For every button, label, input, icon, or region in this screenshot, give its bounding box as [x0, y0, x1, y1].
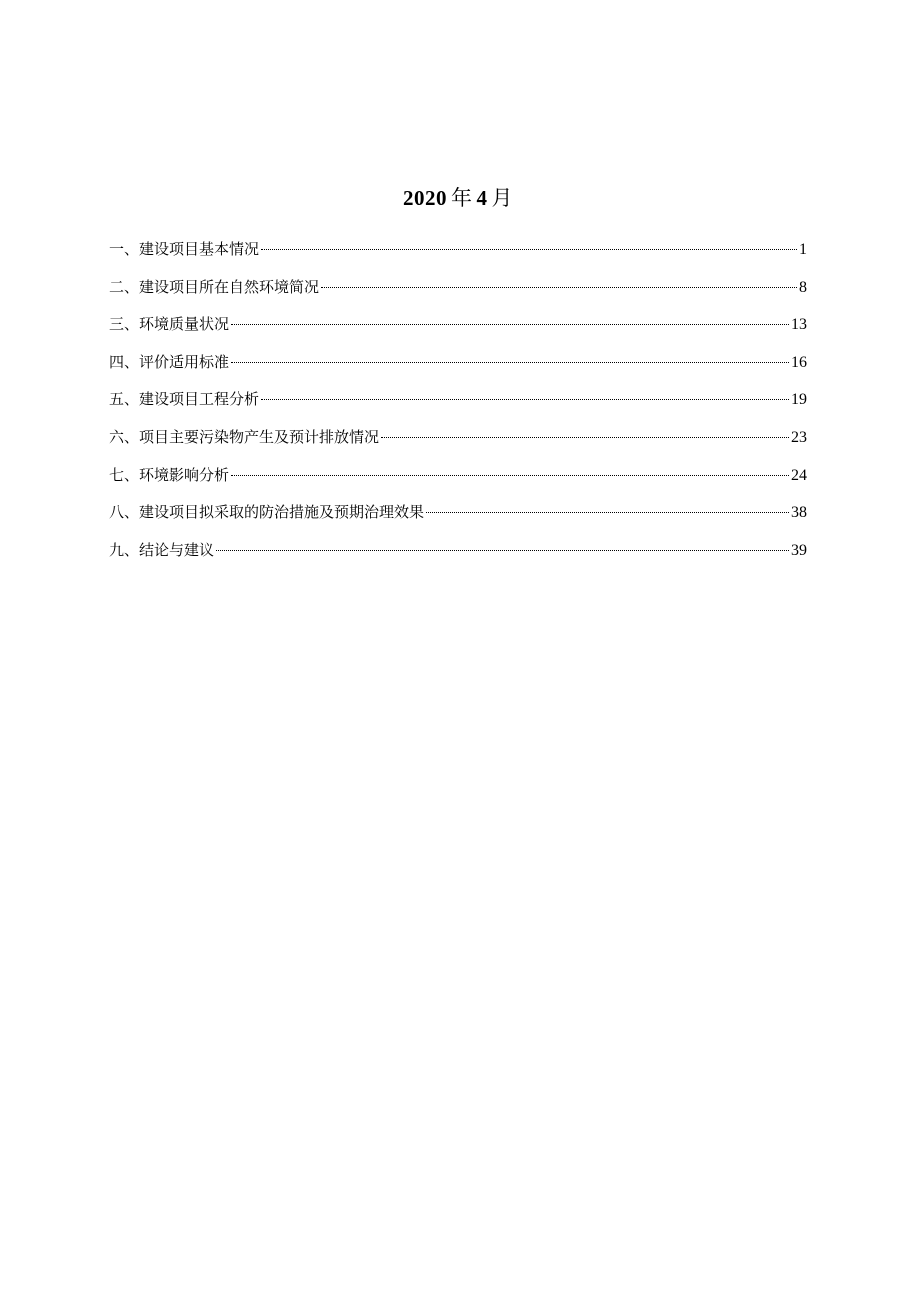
toc-entry-6[interactable] [109, 425, 807, 463]
toc-entry-page: 24 [791, 466, 807, 484]
toc-dot-leader [231, 475, 789, 476]
toc-entry-1[interactable] [109, 237, 807, 275]
toc-entry-7[interactable] [109, 463, 807, 501]
toc-entry-page: 13 [791, 316, 807, 334]
toc-entry-label: 二、建设项目所在自然环境简况 [109, 277, 320, 296]
toc-entry-page: 23 [791, 428, 807, 446]
toc-entry-page: 16 [791, 353, 807, 371]
date-title [0, 183, 920, 213]
toc-entry-2[interactable] [109, 275, 807, 313]
toc-entry-label: 七、环境影响分析 [109, 465, 230, 484]
toc-entry-label: 六、项目主要污染物产生及预计排放情况 [109, 427, 380, 446]
toc-dot-leader [261, 249, 797, 250]
toc-dot-leader [321, 287, 797, 288]
toc-entry-label: 九、结论与建议 [109, 540, 215, 559]
toc-dot-leader [381, 437, 789, 438]
toc-dot-leader [261, 399, 789, 400]
toc-entry-label: 八、建设项目拟采取的防治措施及预期治理效果 [109, 503, 425, 522]
table-of-contents [109, 237, 807, 575]
toc-entry-8[interactable] [109, 500, 807, 538]
toc-dot-leader [216, 550, 789, 551]
date-year-unit: 年 [451, 186, 473, 210]
toc-entry-page: 1 [799, 241, 807, 258]
toc-entry-9[interactable] [109, 538, 807, 576]
toc-dot-leader [426, 512, 789, 513]
date-month-unit: 月 [491, 186, 513, 210]
toc-entry-page: 39 [791, 541, 807, 559]
toc-entry-3[interactable] [109, 312, 807, 350]
toc-entry-5[interactable] [109, 387, 807, 425]
toc-dot-leader [231, 362, 789, 363]
toc-entry-4[interactable] [109, 350, 807, 388]
date-month: 4 [476, 186, 488, 210]
toc-entry-label: 三、环境质量状况 [109, 315, 230, 334]
toc-dot-leader [231, 324, 789, 325]
toc-entry-label: 四、评价适用标准 [109, 352, 230, 371]
toc-entry-page: 8 [799, 278, 807, 296]
toc-entry-label: 五、建设项目工程分析 [109, 390, 260, 409]
date-year: 2020 [403, 186, 447, 210]
toc-entry-page: 19 [791, 391, 807, 409]
toc-entry-page: 38 [791, 504, 807, 522]
toc-entry-label: 一、建设项目基本情况 [109, 240, 260, 258]
